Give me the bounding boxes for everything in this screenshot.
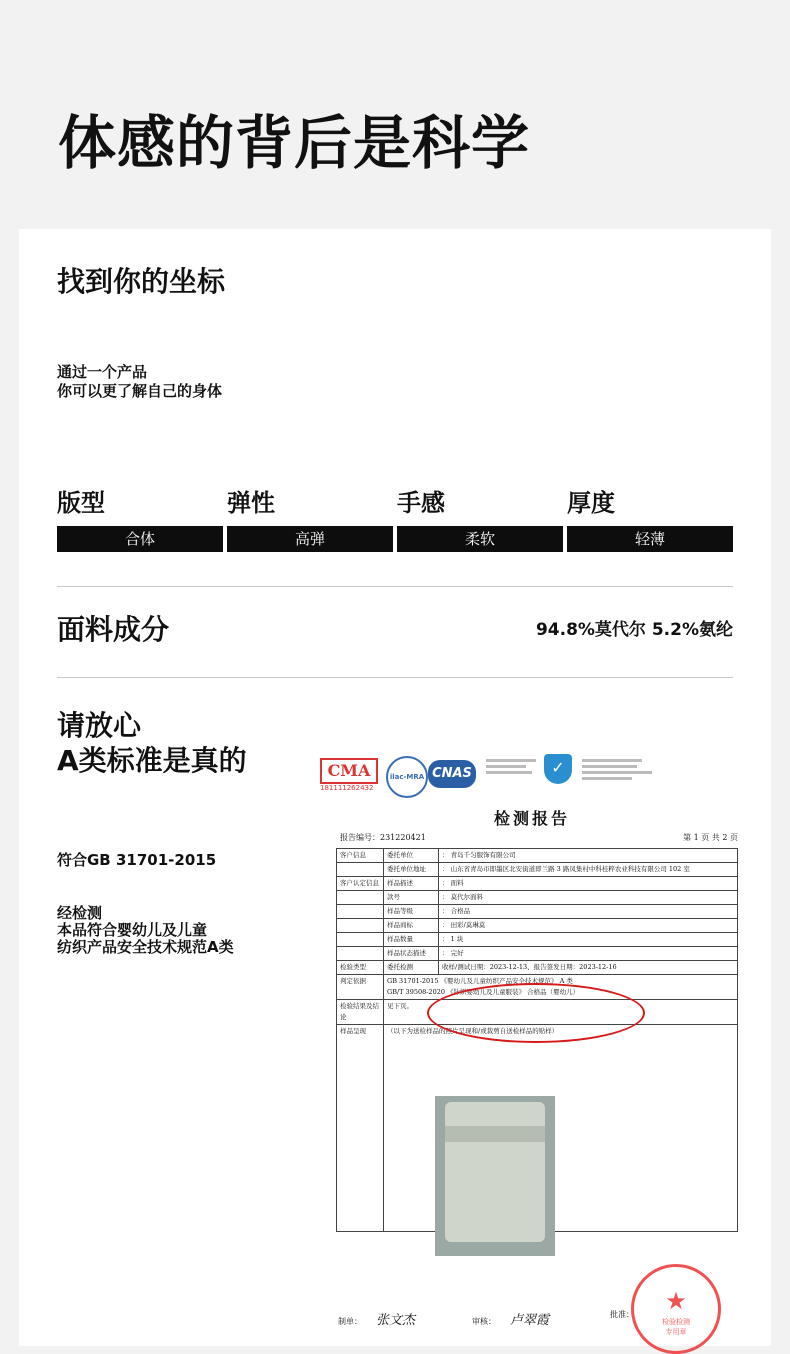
table-cell: 见下页。 [384, 1000, 738, 1025]
table-cell: ： 1 块 [439, 933, 738, 947]
cnas-logo: CNAS [428, 760, 476, 788]
table-cell: ： 山东省青岛市即墨区北安街道即兰路 3 路凤集村中科桂粹农业科技有限公司 102 室 [439, 863, 738, 877]
check-shield-icon: ✓ [544, 754, 572, 784]
table-row [337, 863, 738, 877]
attribute-elasticity [227, 486, 393, 552]
table-cell: 样品描述 [384, 877, 439, 891]
fabric-composition: 94.8%莫代尔 5.2%氨纶 [535, 620, 733, 640]
table-cell: 委托单位 [384, 849, 439, 863]
signature-label: 批准： [610, 1310, 634, 1319]
table-cell: 检验类型 [337, 961, 384, 975]
table-cell: ： 面料 [439, 877, 738, 891]
attribute-fit [57, 486, 223, 552]
fit-intro-line: 你可以更了解自己的身体 [57, 382, 223, 400]
table-row [337, 877, 738, 891]
table-cell: 检验结果及结论 [337, 1000, 384, 1025]
fabric-title: 面料成分 [57, 613, 170, 646]
certification-logos [320, 750, 740, 794]
table-cell: ： 合格品 [439, 905, 738, 919]
lab-contact-fineprint [582, 756, 652, 783]
fit-intro [57, 363, 222, 401]
table-cell: 样品状态描述 [384, 947, 439, 961]
official-stamp [631, 1264, 721, 1354]
signature: 卢翠霞 [510, 1313, 550, 1328]
table-cell [337, 947, 384, 961]
table-cell [337, 933, 384, 947]
table-cell: GB 31701-2015 《婴幼儿及儿童纺织产品安全技术规范》 A 类 GB/T 39508-2020 《针织婴幼儿及儿童服装》 合格品（婴幼儿） [384, 975, 738, 1000]
hero-title: 体感的背后是科学 [58, 109, 531, 177]
table-cell [337, 905, 384, 919]
table-cell: ： 莫代尔面料 [439, 891, 738, 905]
divider [57, 677, 733, 678]
table-cell: （以下为送检样品的照片呈现和/或裁剪自送检样品的贴样） [384, 1025, 738, 1232]
table-cell: 样品数量 [384, 933, 439, 947]
trust-title-line: A类标准是真的 [57, 744, 247, 777]
table-cell: 委托检测 [384, 961, 439, 975]
table-cell: 款号 [384, 891, 439, 905]
table-row [337, 919, 738, 933]
attribute-value-bar: 轻薄 [567, 526, 733, 552]
attribute-value-bar: 合体 [57, 526, 223, 552]
accreditation-fineprint [486, 756, 536, 777]
table-cell: ： 青岛千匀服饰有限公司 [439, 849, 738, 863]
table-cell: 收样/测试日期：2023-12-13、报告签发日期：2023-12-16 [439, 961, 738, 975]
table-row [337, 961, 738, 975]
attribute-hand-feel [397, 486, 563, 552]
attribute-name: 弹性 [227, 489, 275, 517]
fit-intro-line: 通过一个产品 [57, 363, 148, 381]
standard-note: 符合GB 31701-2015 [57, 851, 217, 869]
verified-line: 纺织产品安全技术规范A类 [57, 938, 234, 956]
star-icon: ★ [665, 1287, 687, 1315]
table-cell: 客户信息 [337, 849, 384, 863]
highlight-circle [427, 983, 645, 1043]
report-number: 报告编号：231220421 [340, 833, 426, 842]
cma-logo: CMA [320, 758, 378, 784]
fit-title: 找到你的坐标 [57, 265, 226, 298]
table-cell: 样品商标 [384, 919, 439, 933]
attribute-name: 厚度 [567, 489, 615, 517]
content-card [19, 229, 771, 1346]
attribute-name: 版型 [57, 489, 105, 517]
verified-line: 本品符合婴幼儿及儿童 [57, 921, 208, 939]
trust-title-line: 请放心 [57, 709, 142, 742]
test-report-image [312, 744, 752, 1344]
table-cell: 样品呈现 [337, 1025, 384, 1232]
table-cell: 样品等级 [384, 905, 439, 919]
fabric-waistband [445, 1126, 545, 1142]
attribute-name: 手感 [397, 489, 445, 517]
table-cell: 客户认定信息 [337, 877, 384, 891]
verified-line: 经检测 [57, 904, 103, 922]
report-page: 第 1 页 共 2 页 [683, 833, 738, 842]
table-cell: ： 完好 [439, 947, 738, 961]
table-cell [337, 919, 384, 933]
sample-photo [435, 1096, 555, 1256]
table-cell: 判定依据 [337, 975, 384, 1000]
cma-number: 181111262432 [320, 784, 374, 792]
divider [57, 586, 733, 587]
table-row [337, 905, 738, 919]
signature-label: 制单： [338, 1317, 362, 1326]
stamp-text: 专用章 [665, 1328, 687, 1336]
attribute-value-bar: 柔软 [397, 526, 563, 552]
report-title: 检测报告 [493, 809, 570, 828]
table-row [337, 891, 738, 905]
attribute-value-bar: 高弹 [227, 526, 393, 552]
table-cell: 委托单位地址 [384, 863, 439, 877]
table-row [337, 849, 738, 863]
table-cell [337, 863, 384, 877]
table-cell: ： 田彩/莫琳莫 [439, 919, 738, 933]
ilac-mra-logo: ilac-MRA [386, 756, 428, 798]
signature-label: 审核： [472, 1317, 496, 1326]
signature-prepared [338, 1309, 415, 1328]
table-cell [337, 891, 384, 905]
table-row [337, 933, 738, 947]
signature: 张文杰 [376, 1313, 416, 1328]
signature-reviewed [472, 1309, 549, 1328]
attribute-thickness [567, 486, 733, 552]
fabric-sample [445, 1102, 545, 1242]
stamp-text: 检验检测 [662, 1318, 690, 1326]
table-row [337, 947, 738, 961]
